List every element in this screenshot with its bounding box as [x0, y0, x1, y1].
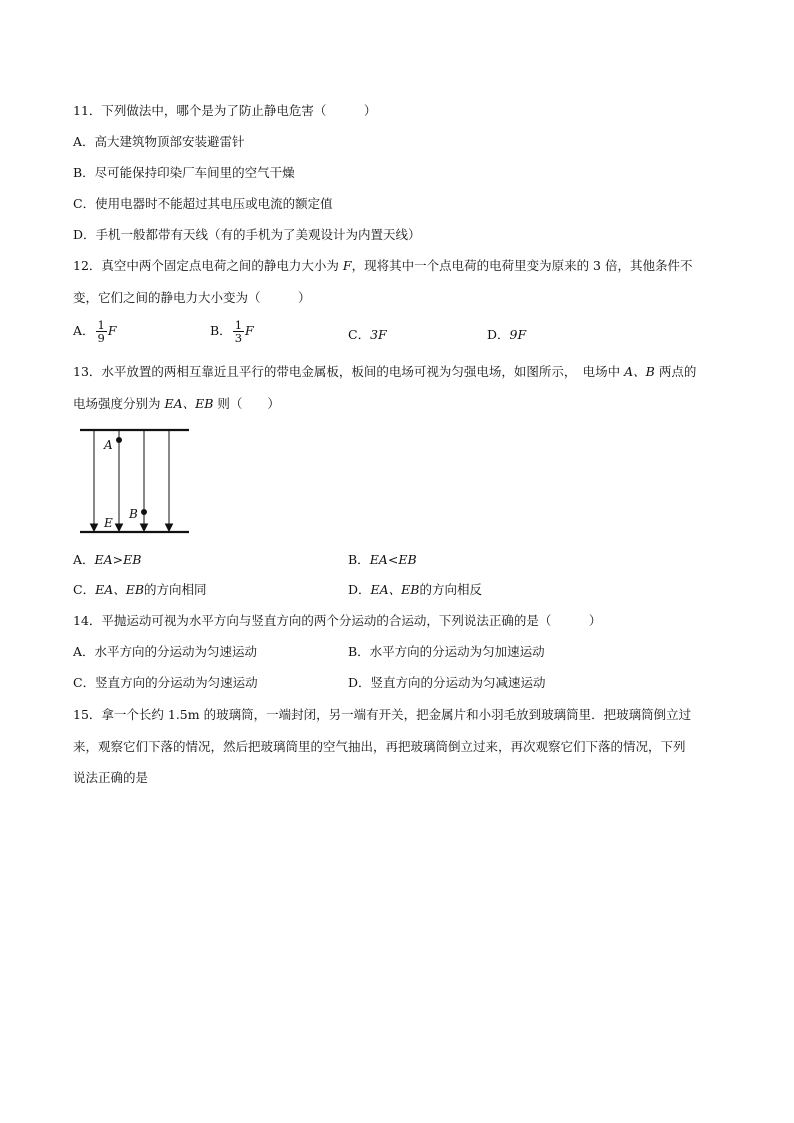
q13-stem-vars: A、B [624, 364, 655, 379]
field-line-1-arrow [91, 524, 98, 531]
q13-option-b-label: B． [348, 552, 370, 567]
field-line-2-arrow [116, 524, 123, 531]
q12-stem-line2: 变，它们之间的静电力大小变为（ ） [73, 290, 311, 305]
q13-option-a-value: EA>EB [94, 552, 142, 567]
q12-stem-var: F [342, 258, 352, 273]
q13-stem2-post: 则（ ） [213, 396, 280, 411]
q13-stem-pre: 13．水平放置的两相互靠近且平行的带电金属板，板间的电场可视为匀强电场，如图所示， 电场中 [73, 364, 625, 379]
q12-option-a-numerator: 1 [97, 318, 105, 332]
q15-stem-line2: 来，观察它们下落的情况，然后把玻璃筒里的空气抽出，再把玻璃筒倒立过来，再次观察它们下落的情况，下列 [73, 739, 686, 754]
q13-option-c-label: C． [73, 582, 96, 597]
q12-stem-post: ，现将其中一个点电荷的电荷里变为原来的 3 倍，其他条件不 [351, 258, 693, 273]
field-e-label: E [104, 516, 113, 530]
field-line-4-arrow [166, 524, 173, 531]
q15-stem-line3: 说法正确的是 [73, 770, 149, 785]
q12-option-b-numerator: 1 [234, 318, 243, 332]
q12-option-a-label: A． [73, 323, 95, 338]
q13-option-a [73, 552, 141, 568]
q12-option-d-label: D． [487, 327, 510, 342]
q13-option-d-vars: EA、EB [370, 582, 420, 597]
point-b-dot [141, 509, 147, 515]
point-a-dot [116, 437, 122, 443]
q12-option-c-value: 3F [370, 327, 387, 342]
q12-option-b-denominator: 3 [234, 331, 243, 345]
q12-option-c-label: C． [348, 327, 371, 342]
q12-option-a-var: F [107, 323, 117, 338]
point-a-label: A [104, 438, 113, 452]
q13-stem-post: 两点的 [654, 364, 697, 379]
q12-option-b-var: F [245, 323, 254, 338]
q14-option-a: A．水平方向的分运动为匀速运动 [73, 644, 258, 659]
q11-stem: 11．下列做法中，哪个是为了防止静电危害（ ） [73, 103, 377, 118]
q12-stem-pre: 12．真空中两个固定点电荷之间的静电力大小为 [73, 258, 343, 273]
q13-option-c-text: 的方向相同 [144, 582, 207, 597]
q14-option-c: C．竖直方向的分运动为匀速运动 [73, 675, 258, 690]
q11-option-a: A．高大建筑物顶部安装避雷针 [73, 134, 245, 149]
q13-option-b-value: EA<EB [369, 552, 417, 567]
q14-option-d: D．竖直方向的分运动为匀减速运动 [348, 675, 546, 690]
q15-stem-line1: 15．拿一个长约 1.5m 的玻璃筒，一端封闭，另一端有开关，把金属片和小羽毛放到玻璃筒里．把玻璃筒倒立过 [73, 707, 692, 722]
q12-option-a-denominator: 9 [97, 331, 105, 345]
q11-option-b: B．尽可能保持印染厂车间里的空气干燥 [73, 165, 295, 180]
q12-option-b-label: B． [210, 323, 232, 338]
q11-option-c: C．使用电器时不能超过其电压或电流的额定值 [73, 196, 333, 211]
q13-option-c-vars: EA、EB [95, 582, 145, 597]
q13-option-a-label: A． [73, 552, 95, 567]
q13-option-d-label: D． [348, 582, 371, 597]
q12-option-d-value: 9F [509, 327, 527, 342]
q13-option-d [348, 582, 482, 598]
field-line-3-arrow [141, 524, 148, 531]
q13-stem2-pre: 电场强度分别为 [73, 396, 165, 411]
q13-option-b [348, 552, 417, 568]
q11-option-d: D．手机一般都带有天线（有的手机为了美观设计为内置天线） [73, 227, 421, 242]
point-b-label: B [129, 507, 138, 521]
q13-option-d-text: 的方向相反 [419, 582, 483, 597]
q14-stem: 14．平抛运动可视为水平方向与竖直方向的两个分运动的合运动，下列说法正确的是（ ） [73, 613, 602, 628]
q14-option-b: B．水平方向的分运动为匀加速运动 [348, 644, 545, 659]
q13-option-c [73, 582, 207, 598]
q13-stem2-vars: EA、EB [164, 396, 214, 411]
